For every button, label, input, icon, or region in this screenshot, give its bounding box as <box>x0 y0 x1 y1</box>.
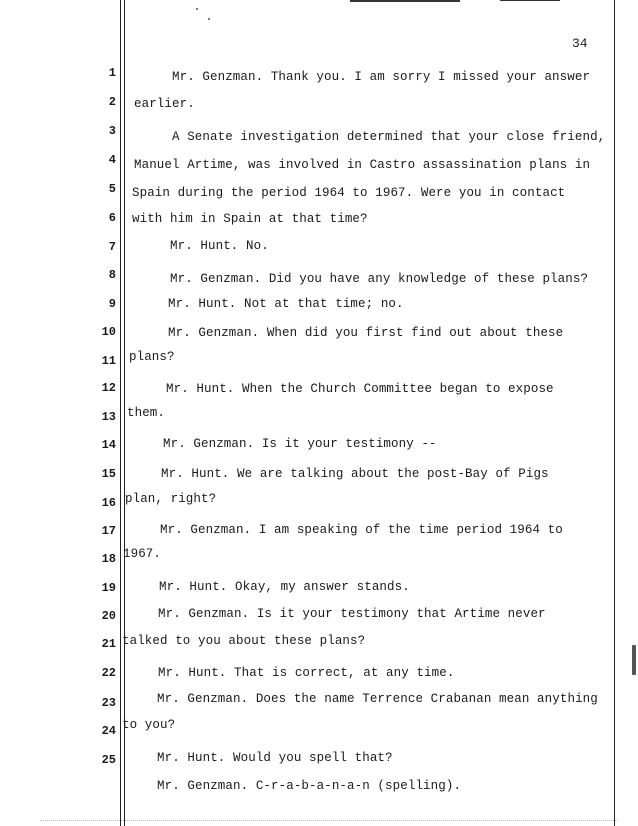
transcript-line: them. <box>127 406 166 420</box>
line-number: 15 <box>101 467 116 481</box>
right-edge-mark <box>632 645 636 675</box>
transcript-line: Mr. Hunt. We are talking about the post-Bay of Pigs <box>161 467 549 481</box>
line-number: 16 <box>101 496 116 510</box>
transcript-line: Mr. Genzman. Is it your testimony -- <box>163 437 437 451</box>
transcript-line: Mr. Genzman. Does the name Terrence Crabanan mean anything <box>157 692 598 706</box>
line-number: 17 <box>101 524 116 538</box>
line-number: 7 <box>108 240 116 254</box>
transcript-line: with him in Spain at that time? <box>132 212 368 226</box>
line-number: 11 <box>101 354 116 368</box>
line-number: 13 <box>101 410 116 424</box>
transcript-line: plan, right? <box>125 492 217 506</box>
transcript-line: plans? <box>129 350 175 364</box>
line-number: 2 <box>108 95 116 109</box>
transcript-line: Mr. Hunt. Okay, my answer stands. <box>159 580 410 594</box>
transcript-line: talked to you about these plans? <box>122 634 366 648</box>
line-number: 20 <box>101 609 116 623</box>
page-number: 34 <box>572 36 588 51</box>
line-number: 19 <box>101 581 116 595</box>
left-margin-rule-2 <box>124 0 125 826</box>
line-number: 21 <box>101 637 116 651</box>
transcript-line: Mr. Hunt. Not at that time; no. <box>168 297 404 311</box>
line-number: 24 <box>101 724 116 738</box>
transcript-line: A Senate investigation determined that your close friend, <box>172 130 606 144</box>
top-edge-mark <box>500 0 560 1</box>
scan-speck <box>196 8 198 10</box>
bottom-edge-dots <box>40 820 618 821</box>
top-edge-mark <box>350 0 460 2</box>
right-margin-rule <box>614 0 615 826</box>
transcript-line: Manuel Artime, was involved in Castro assassination plans in <box>134 158 591 172</box>
line-number: 12 <box>101 381 116 395</box>
line-number: 4 <box>108 153 116 167</box>
scan-speck <box>208 18 210 20</box>
line-number: 14 <box>101 438 116 452</box>
line-number: 1 <box>108 66 116 80</box>
transcript-line: Mr. Hunt. Would you spell that? <box>157 751 393 765</box>
line-number: 6 <box>108 211 116 225</box>
transcript-line: Mr. Genzman. I am speaking of the time period 1964 to <box>160 523 563 537</box>
transcript-line: to you? <box>122 718 176 732</box>
line-number: 10 <box>101 325 116 339</box>
transcript-line: Mr. Hunt. That is correct, at any time. <box>158 666 455 680</box>
transcript-line: Mr. Genzman. C-r-a-b-a-n-a-n (spelling). <box>157 779 462 793</box>
line-number: 5 <box>108 182 116 196</box>
line-number: 3 <box>108 124 116 138</box>
line-number: 8 <box>108 268 116 282</box>
left-margin-rule-1 <box>120 0 121 826</box>
line-number: 18 <box>101 552 116 566</box>
transcript-line: Mr. Genzman. Is it your testimony that Artime never <box>158 607 546 621</box>
transcript-line: Mr. Genzman. Thank you. I am sorry I missed your answer <box>172 70 591 84</box>
line-number: 9 <box>108 297 116 311</box>
transcript-line: earlier. <box>134 97 195 111</box>
transcript-line: Mr. Hunt. When the Church Committee began to expose <box>166 382 554 396</box>
line-number: 22 <box>101 666 116 680</box>
transcript-line: Mr. Hunt. No. <box>170 239 269 253</box>
line-number: 23 <box>101 696 116 710</box>
transcript-line: Mr. Genzman. When did you first find out about these <box>168 326 564 340</box>
transcript-line: Spain during the period 1964 to 1967. Were you in contact <box>132 186 566 200</box>
transcript-line: 1967. <box>123 547 162 561</box>
line-number: 25 <box>101 753 116 767</box>
transcript-line: Mr. Genzman. Did you have any knowledge of these plans? <box>170 272 589 286</box>
